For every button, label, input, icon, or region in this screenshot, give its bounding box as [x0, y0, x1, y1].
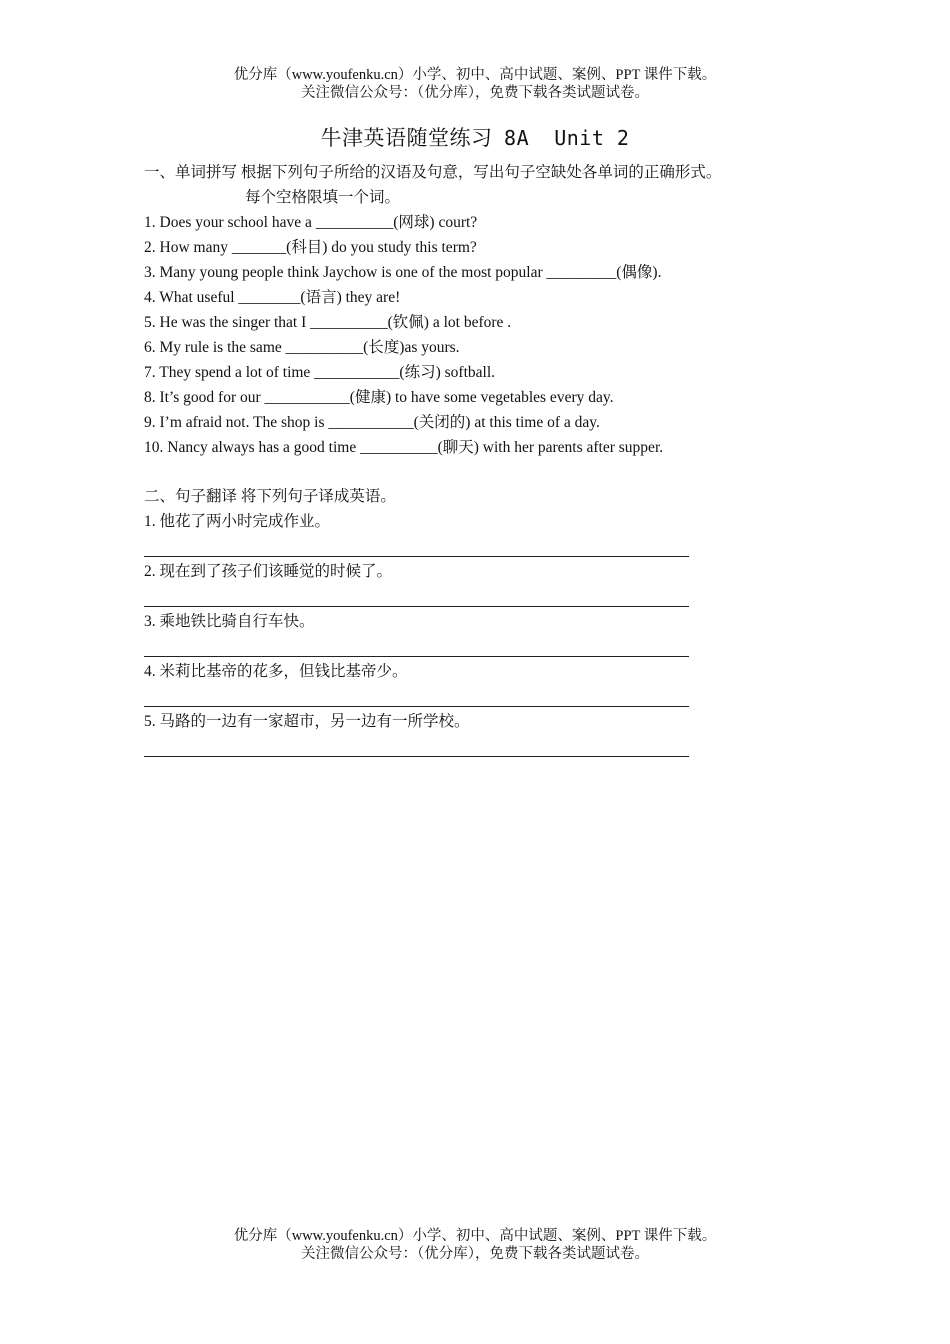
answer-line[interactable] — [144, 706, 689, 707]
question-item: 7. They spend a lot of time ___________(练习) softball. — [144, 364, 495, 381]
question-item: 4. What useful ________(语言) they are! — [144, 289, 401, 306]
question-item: 9. I’m afraid not. The shop is ___________(关闭的) at this time of a day. — [144, 414, 600, 431]
answer-line[interactable] — [144, 656, 689, 657]
answer-row — [144, 584, 804, 609]
page-header — [0, 66, 950, 102]
answer-line[interactable] — [144, 606, 689, 607]
question-item: 1. Does your school have a __________(网球) court? — [144, 214, 478, 231]
answer-row — [144, 734, 804, 759]
translation-item: 4. 米莉比基帝的花多，但钱比基帝少。 — [144, 663, 408, 680]
section1-heading: 一、单词拼写 根据下列句子所给的汉语及句意，写出句子空缺处各单词的正确形式。 — [144, 164, 722, 181]
question-item: 6. My rule is the same __________(长度)as yours. — [144, 339, 460, 356]
header-line-2: 关注微信公众号：（优分库），免费下载各类试题试卷。 — [301, 85, 649, 101]
footer-line-2: 关注微信公众号：（优分库），免费下载各类试题试卷。 — [301, 1246, 649, 1262]
translation-item: 3. 乘地铁比骑自行车快。 — [144, 613, 315, 630]
header-line-1: 优分库（www.youfenku.cn）小学、初中、高中试题、案例、PPT 课件下载。 — [233, 67, 717, 83]
page-footer — [0, 1227, 950, 1263]
section1-subheading: 每个空格限填一个词。 — [245, 189, 401, 206]
question-item: 10. Nancy always has a good time __________(聊天) with her parents after supper. — [144, 439, 664, 456]
answer-line[interactable] — [144, 556, 689, 557]
translation-item: 5. 马路的一边有一家超市，另一边有一所学校。 — [144, 713, 470, 730]
answer-row — [144, 634, 804, 659]
page-title — [0, 122, 950, 152]
footer-line-1: 优分库（www.youfenku.cn）小学、初中、高中试题、案例、PPT 课件下载。 — [233, 1228, 717, 1244]
title-chinese: 牛津英语随堂练习 — [320, 126, 493, 150]
translation-item: 1. 他花了两小时完成作业。 — [144, 513, 331, 530]
answer-line[interactable] — [144, 756, 689, 757]
answer-row — [144, 684, 804, 709]
answer-row — [144, 534, 804, 559]
section2-heading: 二、句子翻译 将下列句子译成英语。 — [144, 488, 396, 505]
title-unit-code: 8A Unit 2 — [504, 126, 630, 150]
section-word-spelling — [144, 160, 804, 460]
translation-item: 2. 现在到了孩子们该睡觉的时候了。 — [144, 563, 393, 580]
question-item: 2. How many _______(科目) do you study this term? — [144, 239, 477, 256]
section-translation — [144, 484, 804, 759]
question-item: 8. It’s good for our ___________(健康) to have some vegetables every day. — [144, 389, 614, 406]
question-item: 3. Many young people think Jaychow is one of the most popular _________(偶像). — [144, 264, 662, 281]
question-item: 5. He was the singer that I __________(钦佩) a lot before . — [144, 314, 512, 331]
